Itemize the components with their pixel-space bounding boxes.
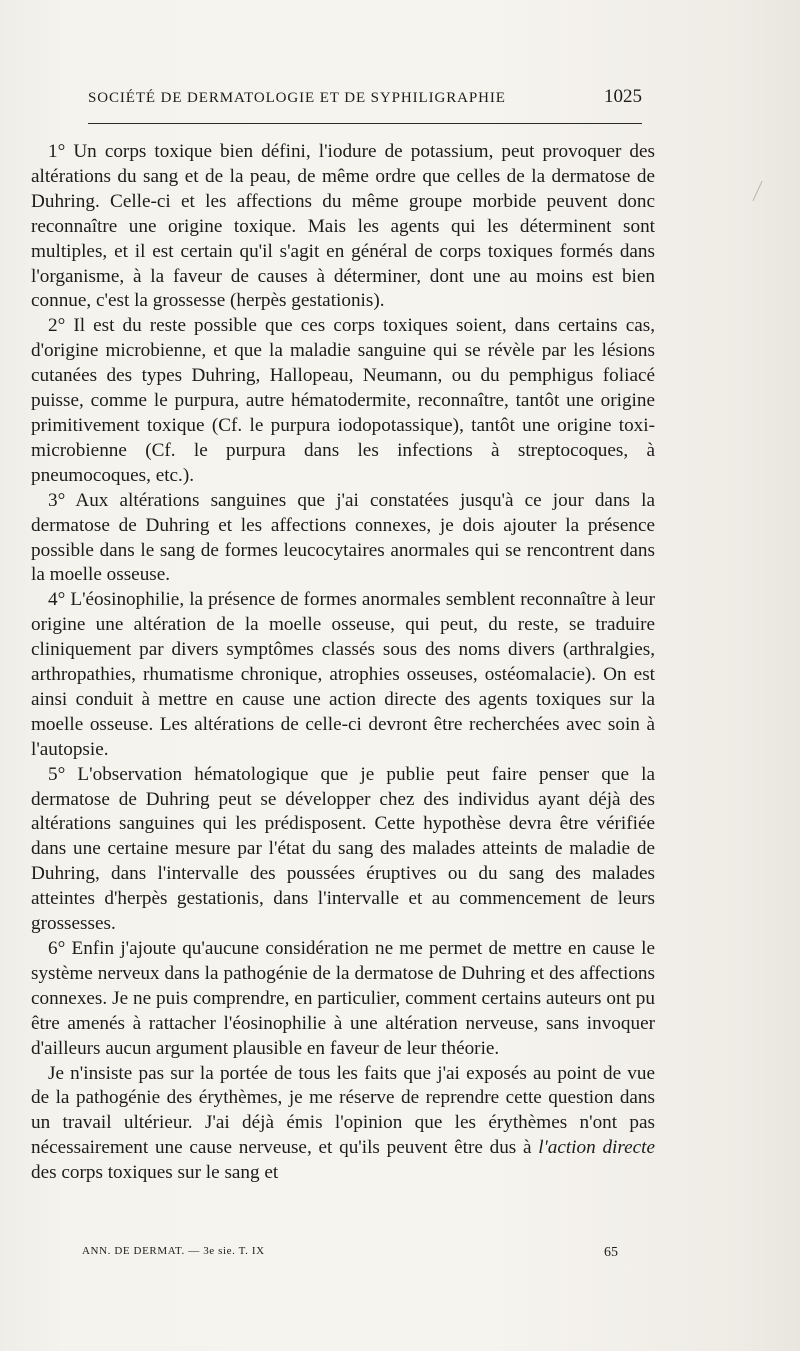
journal-signature: ANN. DE DERMAT. — 3e sie. T. IX xyxy=(82,1245,265,1257)
italic-phrase: l'action directe xyxy=(538,1137,656,1159)
paragraph-4: 4° L'éosinophilie, la présence de formes anormales semblent reconnaître à leur origine une altération de la moelle osseuse, qui peut, du reste, se traduire cliniquement par divers symptômes classés sous des noms divers (arthralgies, arthropathies, rhumatisme chronique, atrophies osseuses, ostéomalacie). On est ainsi conduit à mettre en cause une action directe des agents toxiques sur la moelle osseuse. Les altérations de celle-ci devront être recherchées avec soin à l'autopsie. xyxy=(31,589,655,760)
page-mark xyxy=(752,181,762,201)
header-rule xyxy=(88,123,642,124)
page-number: 1025 xyxy=(604,86,642,107)
paragraph-3: 3° Aux altérations sanguines que j'ai constatées jusqu'à ce jour dans la dermatose de Duhring et les affections connexes, je dois ajouter la présence possible dans le sang de formes leucocytaires anormales qui se rencontrent dans la moelle osseuse. xyxy=(31,489,655,586)
paragraph-7-end: des corps toxiques sur le sang et xyxy=(31,1162,279,1184)
paragraph-7 xyxy=(31,1062,655,1187)
page-footer xyxy=(82,1245,642,1261)
paragraph-1: 1° Un corps toxique bien défini, l'iodure de potassium, peut provoquer des altérations du sang et de la peau, de même ordre que celles de la dermatose de Duhring. Celle-ci et les affections du même groupe morbide peuvent donc reconnaître une origine toxique. Mais les agents qui les déterminent sont multiples, et il est certain qu'il s'agit en général de corps toxiques formés dans l'organisme, à la faveur de causes à déterminer, dont une au moins est bien connue, c'est la grossesse (herpès gestationis). xyxy=(31,141,655,312)
paragraph-5: 5° L'observation hématologique que je publie peut faire penser que la dermatose de Duhring peut se développer chez des individus ayant déjà des altérations sanguines qui les prédisposent. Cette hypothèse devra être vérifiée dans une certaine mesure par l'état du sang des malades atteints de maladie de Duhring, dans l'intervalle des poussées éruptives ou du sang des malades atteintes d'herpès gestationis, dans l'intervalle et au commencement de leurs grossesses. xyxy=(31,763,655,935)
sheet-number: 65 xyxy=(604,1245,618,1260)
paragraph-7-start: Je n'insiste pas sur la portée de tous les faits que j'ai exposés au point de vue de la pathogénie des érythèmes, je me réserve de reprendre cette question dans un travail ultérieur. J'ai déjà émis l'opinion que les érythèmes n'ont pas nécessairement une cause nerveuse, et qu'ils peuvent être dus à xyxy=(31,1062,655,1159)
paragraph-6: 6° Enfin j'ajoute qu'aucune considération ne me permet de mettre en cause le système nerveux dans la pathogénie de la dermatose de Duhring et des affections connexes. Je ne puis comprendre, en particulier, comment certains auteurs ont pu être amenés à rattacher l'éosinophilie à une altération nerveuse, sans invoquer d'ailleurs aucun argument plausible en faveur de leur théorie. xyxy=(31,938,655,1059)
page-header xyxy=(88,86,642,108)
body-text xyxy=(31,140,655,1186)
running-title: SOCIÉTÉ DE DERMATOLOGIE ET DE SYPHILIGRAPHIE xyxy=(88,90,506,106)
paragraph-2: 2° Il est du reste possible que ces corps toxiques soient, dans certains cas, d'origine microbienne, et que la maladie sanguine qui se révèle par les lésions cutanées des types Duhring, Hallopeau, Neumann, ou du pemphigus foliacé puisse, comme le purpura, autre hématodermite, reconnaître, tantôt une origine primitivement toxique (Cf. le purpura iodopotassique), tantôt une origine toxi-microbienne (Cf. le purpura dans les infections à streptocoques, à pneumocoques, etc.). xyxy=(31,315,655,486)
